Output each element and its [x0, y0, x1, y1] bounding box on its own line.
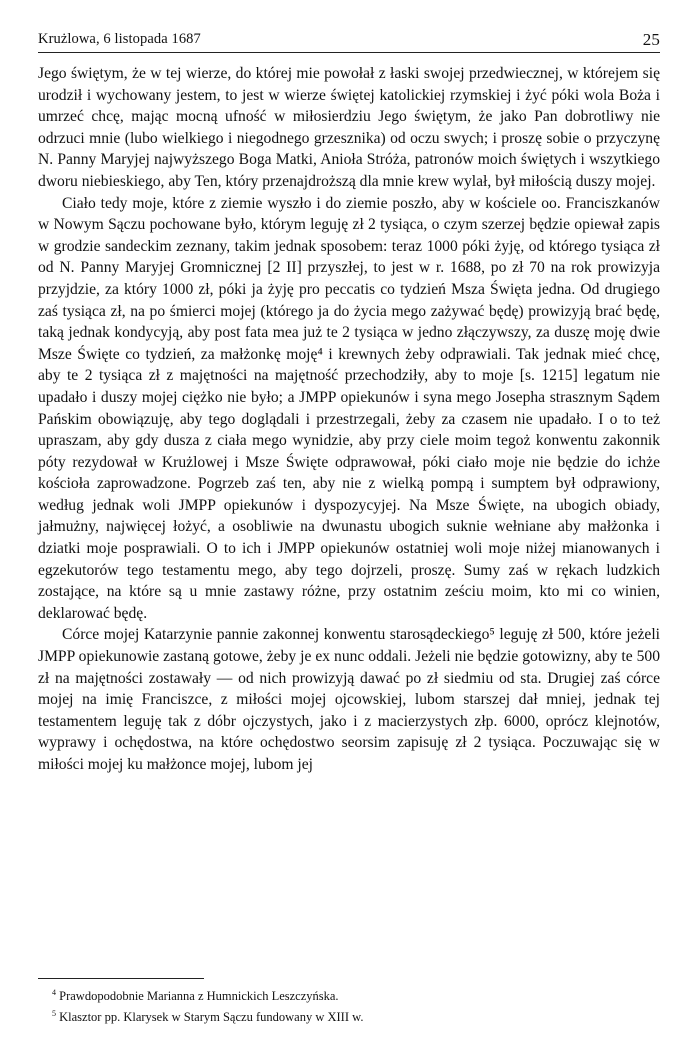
page-number: 25	[642, 30, 660, 49]
footnote-4	[52, 984, 652, 1005]
footnote-mark: 4	[52, 988, 56, 997]
footnote-rule	[38, 978, 204, 979]
main-text	[38, 63, 660, 776]
header-rule	[38, 52, 660, 53]
footnote-5	[52, 1005, 652, 1026]
paragraph-3: Córce mojej Katarzynie pannie zakonnej konwentu starosądeckiego⁵ leguję zł 500, które jeżeli JMPP opiekunowie zastaną gotowe, żeby je ex nunc oddali. Jeżeli nie będzie gotowizny, aby te 500 zł na majętności zostawały — od nich prowizyją dawać po zł siedmiu od sta. Drugiej zaś córce mojej na imię Franciszce, z miłości mojej ojcowskiej, lubom starszej dał mniej, jednak tej testamentem leguję tak z dóbr ojczystych, jako i z macierzystych złp. 6000, oprócz klejnotów, wyprawy i ochędostwa, na które ochędostwo seorsim zapisuję zł 2 tysiąca. Poczuwając się w miłości mojej ku małżonce mojej, lubom jej	[38, 626, 660, 773]
running-title: Krużlowa, 6 listopada 1687	[38, 31, 201, 47]
paragraph-2: Ciało tedy moje, które z ziemie wyszło i do ziemie poszło, aby w kościele oo. Franciszkanów w Nowym Sączu pochowane było, którym leguję zł 2 tysiąca, o czym szerzej będzie opiewał zapis w grodzie sandeckim zeznany, takim jednak sposobem: teraz 1000 póki żyję, od którego tysiąca zł od N. Panny Maryjej Gromnicznej [2 II] przyszłej, to jest w r. 1688, po zł 70 na rok prowizyja przyjdzie, za który 1000 zł, póki ja żyję pro peccatis co tydzień Msza Święta jedna. Od drugiego zaś tysiąca zł, na po śmierci mojej (którego ja do życia mego zażywać będę) prowizyją brać będę, taką jednak kondycyją, aby post fata mea już te 2 tysiąca w jedno złączywszy, za duszę moję dwie Msze Święte co tydzień, za małżonkę moję⁴ i krewnych żeby odprawiali. Tak jednak mieć chcę, aby te 2 tysiąca zł z majętności na majętność przechodziły, aby to moje [s. 1215] legatum nie upadało i duszy mojej ciężko nie było; a JMPP opiekunów i syna mego Josepha strasznym Sądem Pańskim obowiązuję, aby tego doglądali i przestrzegali, żeby za czasem nie upadało. I o to też upraszam, aby gdy dusza z ciała mego wynidzie, aby przy ciele moim tegoż konwentu zakonnik póty rezydował w Krużlowej i Msze Święte odprawował, póki ciało moje nie będzie do ichże kościoła zaprowadzone. Pogrzeb zaś ten, aby nie z wielką pompą i sumptem był odprawiony, według jednak woli JMPP opiekunów i dyspozycyjej. Na Msze Święte, na ubogich obiady, jałmużny, najwięcej łożyć, a osobliwie na dwunastu ubogich suknie wełniane aby małżonka i dziatki moje posprawiali. O to ich i JMPP opiekunów ostatniej woli moje niżej mianowanych i egzekutorów tego testamentu mego, aby tego dojrzeli, proszę. Sumy zaś w rękach ludzkich zostające, na które są u mnie zastawy różne, przy ostatnim ześciu moim, kto mi co winien, deklarować będę.	[38, 194, 660, 622]
footnote-mark: 5	[52, 1009, 56, 1019]
paragraph-1: Jego świętym, że w tej wierze, do której mie powołał z łaski swojej przedwiecznej, w którejem się urodził i wychowany jestem, to jest w wierze świętej katolickiej rzymskiej i żyć póki wola Boża i umrzeć chcę, mając mocną ufność w miłosierdziu Jego świętym, że jako Pan dobrotliwy nie odrzuci mnie (lubo wielkiego i niegodnego grzesznika) od oczu swych; i proszę sobie o przyczynę N. Panny Maryjej najwyższego Boga Matki, Anioła Stróża, patronów moich świętych i wszytkiego dworu niebieskiego, aby Ten, który przenajdroższą dla mnie krew wylał, był miłością duszy mojej.	[38, 65, 660, 190]
running-header	[38, 30, 660, 52]
footnotes	[52, 984, 652, 1026]
footnote-text: Prawdopodobnie Marianna z Humnickich Leszczyńska.	[59, 989, 339, 1004]
footnote-text: Klasztor pp. Klarysek w Starym Sączu fundowany w XIII w.	[59, 1010, 364, 1025]
